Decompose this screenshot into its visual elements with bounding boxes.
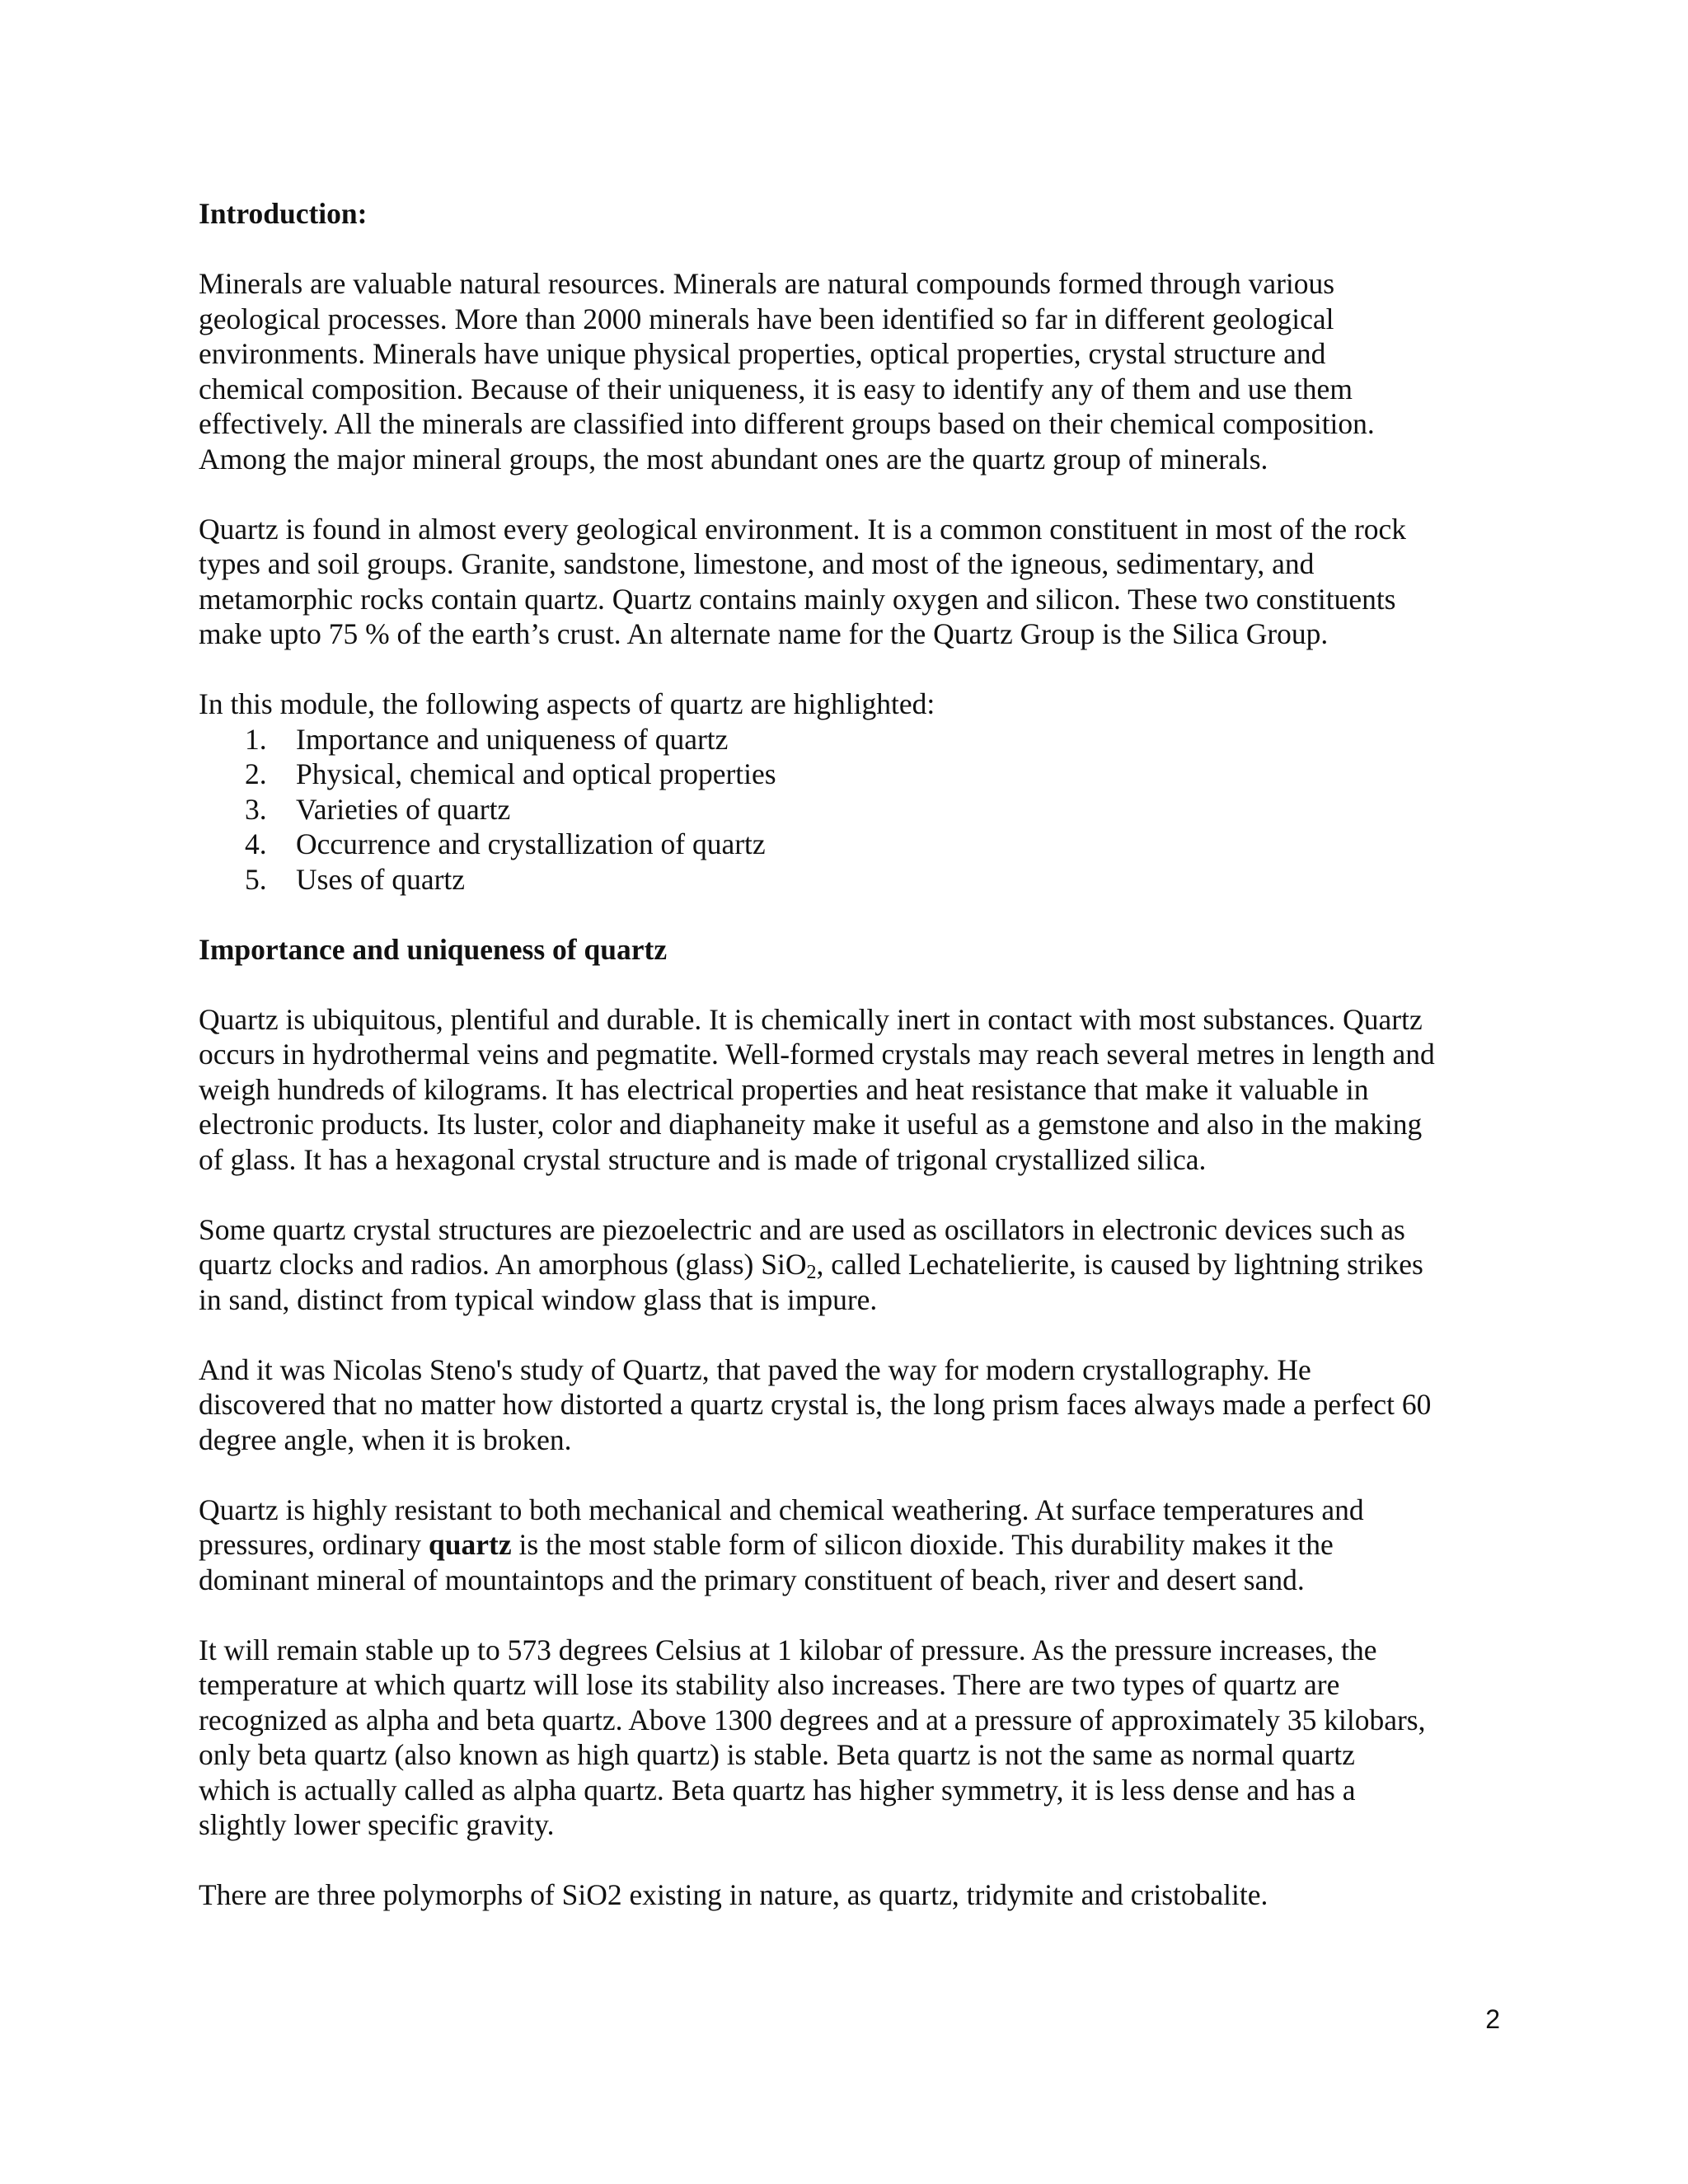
text-line: Quartz is ubiquitous, plentiful and durable. It is chemically inert in contact with most substances. Quartz (199, 1002, 1423, 1036)
text-line: effectively. All the minerals are classified into different groups based on their chemical composition. (199, 407, 1375, 440)
importance-paragraph-5 (199, 1633, 1501, 1843)
text-line: environments. Minerals have unique physical properties, optical properties, crystal structure and (199, 337, 1326, 370)
text-line: occurs in hydrothermal veins and pegmatite. Well-formed crystals may reach several metres in length and (199, 1038, 1435, 1071)
text-segment: is the most stable form of silicon dioxide. This durability makes it the (511, 1528, 1334, 1561)
importance-heading: Importance and uniqueness of quartz (199, 932, 668, 966)
importance-paragraph-4 (199, 1493, 1501, 1598)
list-item (199, 722, 1501, 757)
text-line: temperature at which quartz will lose its stability also increases. There are two types of quartz are (199, 1668, 1340, 1701)
list-item (199, 792, 1501, 827)
text-line (199, 1527, 1501, 1563)
bold-quartz: quartz (429, 1528, 512, 1561)
page-number: 2 (1485, 2004, 1500, 2034)
introduction-heading: Introduction: (199, 197, 368, 230)
text-line: Some quartz crystal structures are piezoelectric and are used as oscillators in electronic devices such as (199, 1212, 1405, 1246)
text-line: electronic products. Its luster, color and diaphaneity make it useful as a gemstone and also in the making (199, 1108, 1423, 1141)
list-text: Varieties of quartz (296, 792, 511, 826)
text-line: recognized as alpha and beta quartz. Above 1300 degrees and at a pressure of approximately 35 kilobars, (199, 1703, 1426, 1736)
text-line: types and soil groups. Granite, sandstone, limestone, and most of the igneous, sedimentary, and (199, 547, 1315, 580)
text-segment: , called Lechatelierite, is caused by lightning strikes (816, 1248, 1423, 1281)
list-number: 5. (245, 862, 267, 896)
list-number: 1. (245, 722, 267, 756)
text-line: of glass. It has a hexagonal crystal structure and is made of trigonal crystallized silica. (199, 1142, 1207, 1176)
text-line: discovered that no matter how distorted a quartz crystal is, the long prism faces always made a perfect 60 (199, 1388, 1432, 1421)
importance-paragraph-1 (199, 1002, 1501, 1178)
importance-paragraph-2 (199, 1212, 1501, 1318)
text-line: chemical composition. Because of their uniqueness, it is easy to identify any of them and use them (199, 372, 1353, 405)
aspects-list (199, 722, 1501, 898)
text-line: There are three polymorphs of SiO2 existing in nature, as quartz, tridymite and cristobalite. (199, 1878, 1268, 1911)
text-line: make upto 75 % of the earth’s crust. An alternate name for the Quartz Group is the Silica Group. (199, 617, 1329, 650)
intro-paragraph-2 (199, 512, 1501, 652)
text-line: In this module, the following aspects of quartz are highlighted: (199, 687, 935, 720)
document-body (199, 196, 1501, 1947)
text-line: which is actually called as alpha quartz. Beta quartz has higher symmetry, it is less dense and has a (199, 1773, 1356, 1807)
text-line: slightly lower specific gravity. (199, 1808, 555, 1841)
list-text: Uses of quartz (296, 862, 466, 896)
list-intro (199, 687, 1501, 722)
text-line: in sand, distinct from typical window glass that is impure. (199, 1282, 878, 1316)
text-segment: pressures, ordinary (199, 1528, 429, 1561)
importance-paragraph-6 (199, 1877, 1501, 1913)
text-line: only beta quartz (also known as high quartz) is stable. Beta quartz is not the same as normal quartz (199, 1738, 1355, 1771)
text-line: geological processes. More than 2000 minerals have been identified so far in different geological (199, 302, 1334, 335)
subscript-2: 2 (806, 1262, 817, 1283)
text-line: Minerals are valuable natural resources. Minerals are natural compounds formed through various (199, 267, 1335, 300)
list-item (199, 862, 1501, 898)
list-text: Physical, chemical and optical properties (296, 757, 776, 790)
text-line: weigh hundreds of kilograms. It has electrical properties and heat resistance that make it valuable in (199, 1072, 1369, 1106)
list-number: 3. (245, 792, 267, 826)
text-segment: quartz clocks and radios. An amorphous (glass) SiO (199, 1248, 807, 1281)
text-line: It will remain stable up to 573 degrees Celsius at 1 kilobar of pressure. As the pressure increases, the (199, 1633, 1377, 1666)
list-text: Occurrence and crystallization of quartz (296, 827, 766, 860)
list-item (199, 757, 1501, 792)
list-number: 2. (245, 757, 267, 790)
list-number: 4. (245, 827, 267, 860)
text-line (199, 1247, 1501, 1282)
text-line: Quartz is highly resistant to both mechanical and chemical weathering. At surface temperatures and (199, 1493, 1364, 1526)
text-line: Among the major mineral groups, the most abundant ones are the quartz group of minerals. (199, 442, 1268, 476)
intro-paragraph-1 (199, 266, 1501, 476)
text-line: Quartz is found in almost every geological environment. It is a common constituent in most of the rock (199, 512, 1407, 546)
text-line: degree angle, when it is broken. (199, 1422, 572, 1456)
list-text: Importance and uniqueness of quartz (296, 722, 729, 756)
text-line: metamorphic rocks contain quartz. Quartz contains mainly oxygen and silicon. These two constituents (199, 582, 1396, 616)
text-line: dominant mineral of mountaintops and the primary constituent of beach, river and desert sand. (199, 1563, 1305, 1596)
importance-paragraph-3 (199, 1352, 1501, 1458)
text-line: And it was Nicolas Steno's study of Quartz, that paved the way for modern crystallography. He (199, 1352, 1311, 1386)
list-item (199, 827, 1501, 862)
